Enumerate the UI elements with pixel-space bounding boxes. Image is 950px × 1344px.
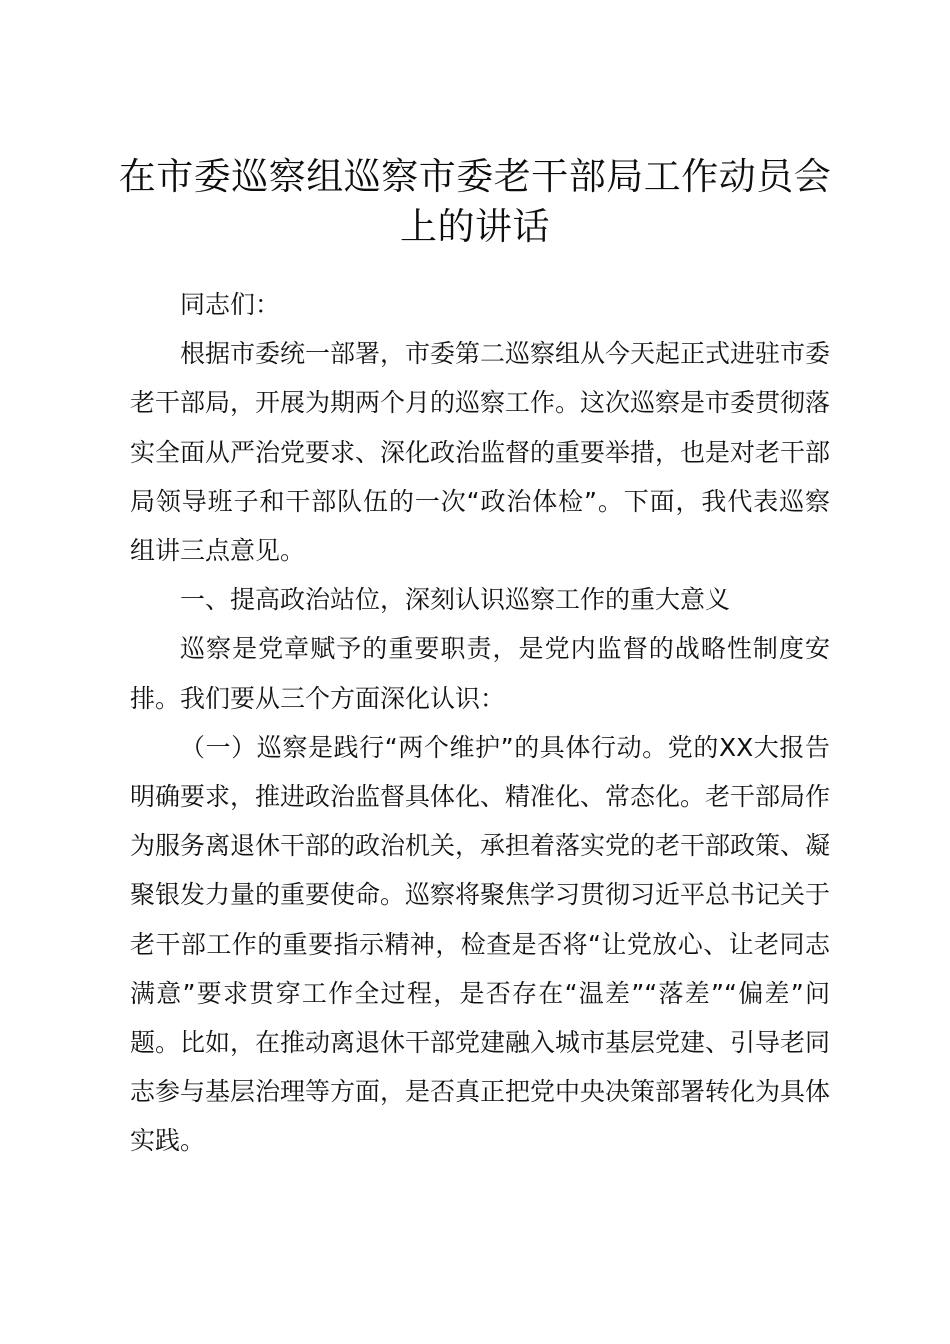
paragraph-intro: 根据市委统一部署，市委第二巡察组从今天起正式进驻市委老干部局，开展为期两个月的巡察工作。这次巡察是市委贯彻落实全面从严治党要求、深化政治监督的重要举措，也是对老干部局领导班子和干部队伍的一次“政治体检”。下面，我代表巡察组讲三点意见。 (130, 339, 831, 566)
document-body (130, 280, 830, 1166)
document-title: 在市委巡察组巡察市委老干部局工作动员会上的讲话 (118, 155, 832, 248)
salutation: 同志们： (180, 290, 281, 319)
paragraph-point-one: （一）巡察是践行“两个维护”的具体行动。党的XX大报告明确要求，推进政治监督具体化、精准化、常态化。老干部局作为服务离退休干部的政治机关，承担着落实党的老干部政策、凝聚银发力量的重要使命。巡察将聚焦学习贯彻习近平总书记关于老干部工作的重要指示精神，检查是否将“让党放心、让老同志满意”要求贯穿工作全过程，是否存在“温差”“落差”“偏差”问题。比如，在推动离退休干部党建融入城市基层党建、引导老同志参与基层治理等方面，是否真正把党中央决策部署转化为具体实践。 (130, 732, 831, 1156)
paragraph-significance: 巡察是党章赋予的重要职责，是党内监督的战略性制度安排。我们要从三个方面深化认识： (130, 634, 830, 713)
section-heading: 一、提高政治站位，深刻认识巡察工作的重大意义 (180, 585, 731, 615)
